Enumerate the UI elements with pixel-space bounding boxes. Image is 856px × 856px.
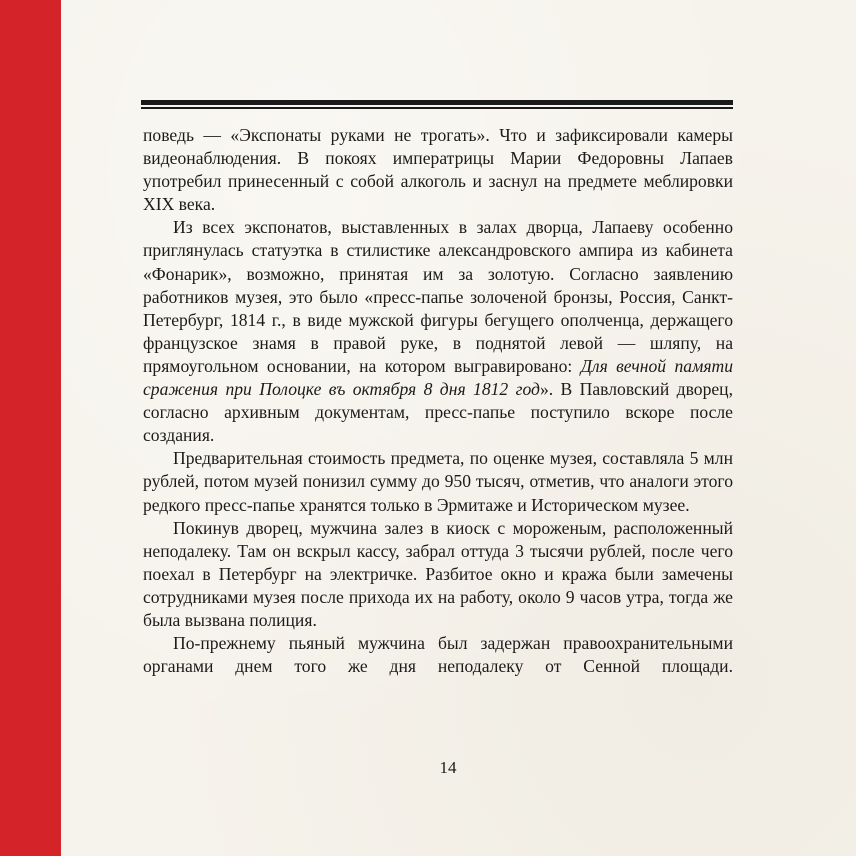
red-edge-strip — [0, 0, 61, 856]
paragraph-5: По-прежнему пьяный мужчина был задержан правоохранительными органами днем того же дня неподалеку от Сенной площади. — [143, 633, 733, 677]
page-number-container — [0, 758, 856, 778]
header-rule-thin — [141, 107, 733, 109]
paragraph-4: Покинув дворец, мужчина залез в киоск с мороженым, расположенный неподалеку. Там он вскрыл кассу, забрал оттуда 3 тысячи рублей, после чего поехал в Петербург на электричке. Разбитое окно и кража были замечены сотрудниками музея после прихода их на работу, около 9 часов утра, тогда же была вызвана полиция. — [143, 517, 733, 630]
paragraph-3: Предварительная стоимость предмета, по оценке музея, составляла 5 млн рублей, потом музей понизил сумму до 950 тысяч, отметив, что аналоги этого редкого пресс-папье хранятся только в Эрмитаже и Историческом музее. — [143, 448, 733, 515]
header-rule-thick — [141, 100, 733, 105]
paragraph-2-lead: Из всех экспонатов, выставленных в залах дворца, Лапаеву особенно приглянулась статуэтка в стилистике александровского ампира из кабинета «Фонарик», возможно, принятая им за золотую. Согласно заявлению работников музея, это было «пресс-папье золоченой бронзы, Россия, Санкт-Петербург, 1814 г., в виде мужской фигуры бегущего ополченца, держащего французское знамя в правой руке, в поднятой левой — шляпу, на прямоугольном основании, на котором выгравировано: — [143, 217, 733, 376]
paragraph-2-tail: ». В Павловский дворец, согласно архивным документам, пресс-папье поступило вскоре после создания. — [143, 379, 733, 446]
paragraph-2 — [143, 216, 733, 447]
body-text — [143, 124, 733, 678]
engraving-quote: Для вечной памяти сражения при Полоцке въ октября 8 дня 1812 год — [143, 355, 733, 400]
page-number: 14 — [439, 758, 457, 777]
paragraph-1: поведь — «Экспонаты руками не трогать». Что и зафиксировали камеры видеонаблюдения. В покоях императрицы Марии Федоровны Лапаев употребил принесенный с собой алкоголь и заснул на предмете меблировки XIX века. — [143, 125, 733, 215]
